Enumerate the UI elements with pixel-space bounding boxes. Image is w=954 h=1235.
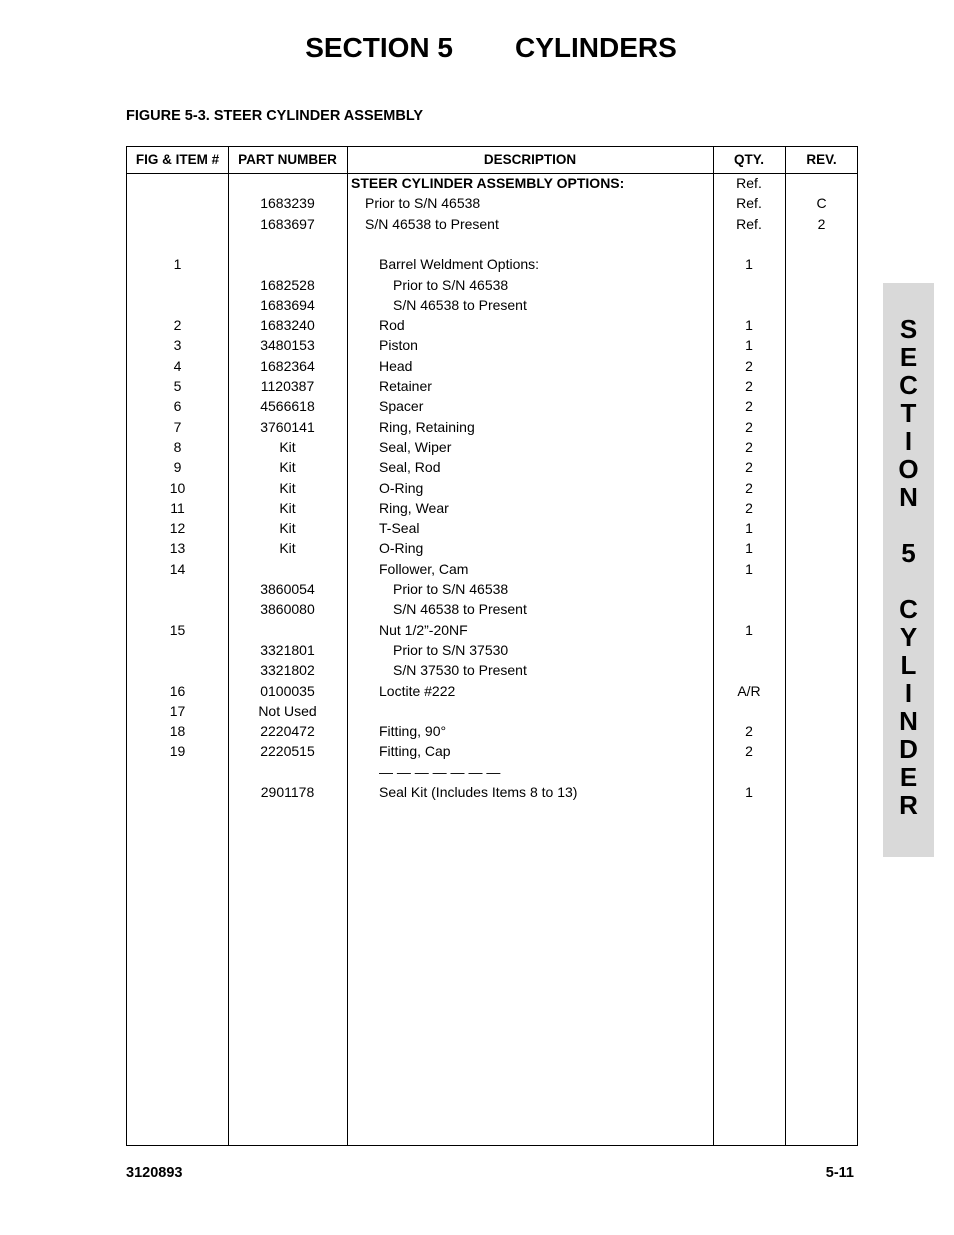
qty-cell: 2 (745, 438, 753, 455)
qty-cell: 2 (745, 398, 753, 415)
section-title (0, 32, 954, 64)
table-row (127, 193, 857, 213)
table-row (127, 741, 857, 761)
table-row (127, 518, 857, 538)
description-cell: Prior to S/N 46538 (365, 195, 481, 212)
qty-cell: 1 (745, 520, 753, 537)
part-number-cell: 1682364 (260, 357, 315, 374)
qty-cell: 1 (745, 540, 753, 557)
rev-cell: 2 (817, 215, 826, 232)
qty-cell: 1 (745, 560, 753, 577)
page-number: 5-11 (825, 1165, 854, 1181)
description-cell: Piston (379, 337, 418, 354)
qty-cell: 1 (745, 256, 753, 273)
part-number-cell: 3860054 (260, 581, 315, 597)
table-row (127, 498, 857, 518)
part-number-cell: 1683240 (260, 317, 315, 334)
qty-cell: 1 (745, 784, 753, 800)
description-cell: Fitting, Cap (379, 743, 451, 760)
description-cell: Prior to S/N 46538 (393, 276, 509, 293)
part-number-cell: 1683697 (260, 215, 315, 232)
rev-cell: C (816, 195, 827, 212)
table-row (127, 559, 857, 579)
part-number-cell: 3480153 (260, 337, 315, 354)
description-cell: Fitting, 90° (379, 723, 447, 740)
fig-item-cell: 13 (169, 540, 186, 557)
part-number-cell: 1682528 (260, 276, 315, 293)
fig-item-cell: 14 (169, 560, 186, 577)
part-number-cell: 2901178 (260, 784, 315, 800)
description-cell: Seal, Wiper (379, 438, 452, 455)
description-cell: Barrel Weldment Options: (379, 256, 540, 273)
table-row (127, 396, 857, 416)
part-number-cell: 0100035 (260, 682, 315, 699)
fig-item-cell: 4 (173, 357, 182, 374)
part-number-cell: 1683694 (260, 296, 315, 313)
part-number-cell: Kit (279, 520, 296, 537)
figure-title: FIGURE 5-3. STEER CYLINDER ASSEMBLY (126, 108, 424, 124)
section-side-tab (883, 283, 934, 857)
part-number-cell: 3321802 (260, 662, 315, 679)
description-cell: Prior to S/N 46538 (393, 581, 509, 597)
fig-item-cell: 17 (169, 702, 186, 719)
qty-cell: A/R (737, 682, 761, 699)
table-row (127, 640, 857, 660)
fig-item-cell: 1 (173, 256, 182, 273)
table-row (127, 437, 857, 457)
table-row (127, 782, 857, 802)
table-row (127, 579, 857, 599)
table-row (127, 681, 857, 701)
qty-cell: 2 (745, 378, 753, 394)
fig-item-cell: 18 (169, 723, 186, 740)
part-number-cell: 2220515 (260, 743, 315, 760)
part-number-cell: Not Used (258, 702, 317, 719)
table-row (127, 721, 857, 741)
description-cell: Head (379, 357, 413, 374)
qty-cell: Ref. (736, 215, 762, 232)
fig-item-cell: 2 (173, 317, 182, 334)
table-row (127, 335, 857, 355)
table-row (127, 214, 857, 234)
part-number-cell: 4566618 (260, 398, 315, 415)
qty-cell: 1 (745, 337, 753, 354)
description-cell: STEER CYLINDER ASSEMBLY OPTIONS: (351, 175, 625, 191)
table-row (127, 762, 857, 782)
fig-item-cell: 5 (173, 378, 182, 394)
description-cell: Nut 1/2”-20NF (379, 621, 468, 638)
column-header-part-number: PART NUMBER (238, 152, 337, 167)
column-header-description: DESCRIPTION (483, 152, 577, 167)
qty-cell: 1 (745, 621, 753, 638)
description-cell: S/N 46538 to Present (393, 296, 527, 313)
qty-cell: 2 (745, 499, 753, 516)
fig-item-cell: 3 (173, 337, 182, 354)
document-number: 3120893 (126, 1165, 183, 1181)
column-header-qty: QTY. (733, 152, 764, 167)
fig-item-cell: 9 (173, 459, 182, 476)
table-row (127, 660, 857, 680)
table-row (127, 417, 857, 437)
description-cell: Retainer (379, 378, 432, 394)
fig-item-cell: 11 (170, 499, 185, 516)
part-number-cell: 1683239 (260, 195, 315, 212)
description-cell: — — — — — — — (379, 763, 501, 780)
description-cell: O-Ring (379, 479, 424, 496)
table-row (127, 478, 857, 498)
fig-item-cell: 19 (169, 743, 186, 760)
part-number-cell: 2220472 (260, 723, 315, 740)
qty-cell: 2 (745, 357, 753, 374)
part-number-cell: Kit (279, 499, 296, 516)
table-row (127, 620, 857, 640)
column-header-fig: FIG & ITEM # (135, 152, 220, 167)
description-cell: T-Seal (379, 520, 420, 537)
description-cell: Seal, Rod (379, 459, 441, 476)
description-cell: Ring, Wear (379, 499, 449, 516)
parts-table (126, 146, 858, 1146)
section-name: CYLINDERS (515, 32, 677, 63)
description-cell: Loctite #222 (379, 682, 456, 699)
table-row (127, 234, 857, 254)
fig-item-cell: 16 (169, 682, 186, 699)
table-row (127, 275, 857, 295)
qty-cell: 2 (745, 479, 753, 496)
part-number-cell: 3760141 (260, 418, 315, 435)
part-number-cell: 3860080 (260, 601, 315, 618)
description-cell: Ring, Retaining (379, 418, 475, 435)
table-row (127, 457, 857, 477)
part-number-cell: Kit (279, 438, 296, 455)
description-cell: Prior to S/N 37530 (393, 641, 509, 658)
description-cell: O-Ring (379, 540, 424, 557)
table-row (127, 356, 857, 376)
description-cell: S/N 46538 to Present (393, 601, 527, 618)
description-cell: Spacer (379, 398, 424, 415)
part-number-cell: 3321801 (260, 641, 315, 658)
description-cell: Seal Kit (Includes Items 8 to 13) (379, 784, 578, 800)
fig-item-cell: 8 (173, 438, 182, 455)
qty-cell: 2 (745, 459, 753, 476)
table-row (127, 538, 857, 558)
description-cell: S/N 37530 to Present (393, 662, 527, 679)
part-number-cell: Kit (279, 540, 296, 557)
qty-cell: Ref. (736, 175, 762, 191)
part-number-cell: 1120387 (260, 378, 315, 394)
qty-cell: 1 (745, 317, 753, 334)
description-cell: Follower, Cam (379, 560, 469, 577)
table-row (127, 701, 857, 721)
fig-item-cell: 12 (169, 520, 186, 537)
part-number-cell: Kit (279, 479, 296, 496)
description-cell: Rod (379, 317, 405, 334)
section-number: SECTION 5 (305, 32, 453, 63)
table-row (127, 254, 857, 274)
table-row (127, 376, 857, 396)
part-number-cell: Kit (279, 459, 296, 476)
table-row (127, 173, 857, 193)
table-row (127, 295, 857, 315)
side-tab-label: S E C T I O N 5 C Y L I N D E R (898, 314, 919, 820)
table-row (127, 599, 857, 619)
qty-cell: 2 (745, 723, 753, 740)
qty-cell: 2 (745, 418, 753, 435)
qty-cell: Ref. (736, 195, 762, 212)
fig-item-cell: 7 (173, 418, 182, 435)
fig-item-cell: 6 (173, 398, 182, 415)
fig-item-cell: 10 (169, 479, 186, 496)
column-header-rev: REV. (806, 152, 837, 167)
description-cell: S/N 46538 to Present (365, 215, 499, 232)
table-row (127, 315, 857, 335)
fig-item-cell: 15 (169, 621, 186, 638)
qty-cell: 2 (745, 743, 753, 760)
